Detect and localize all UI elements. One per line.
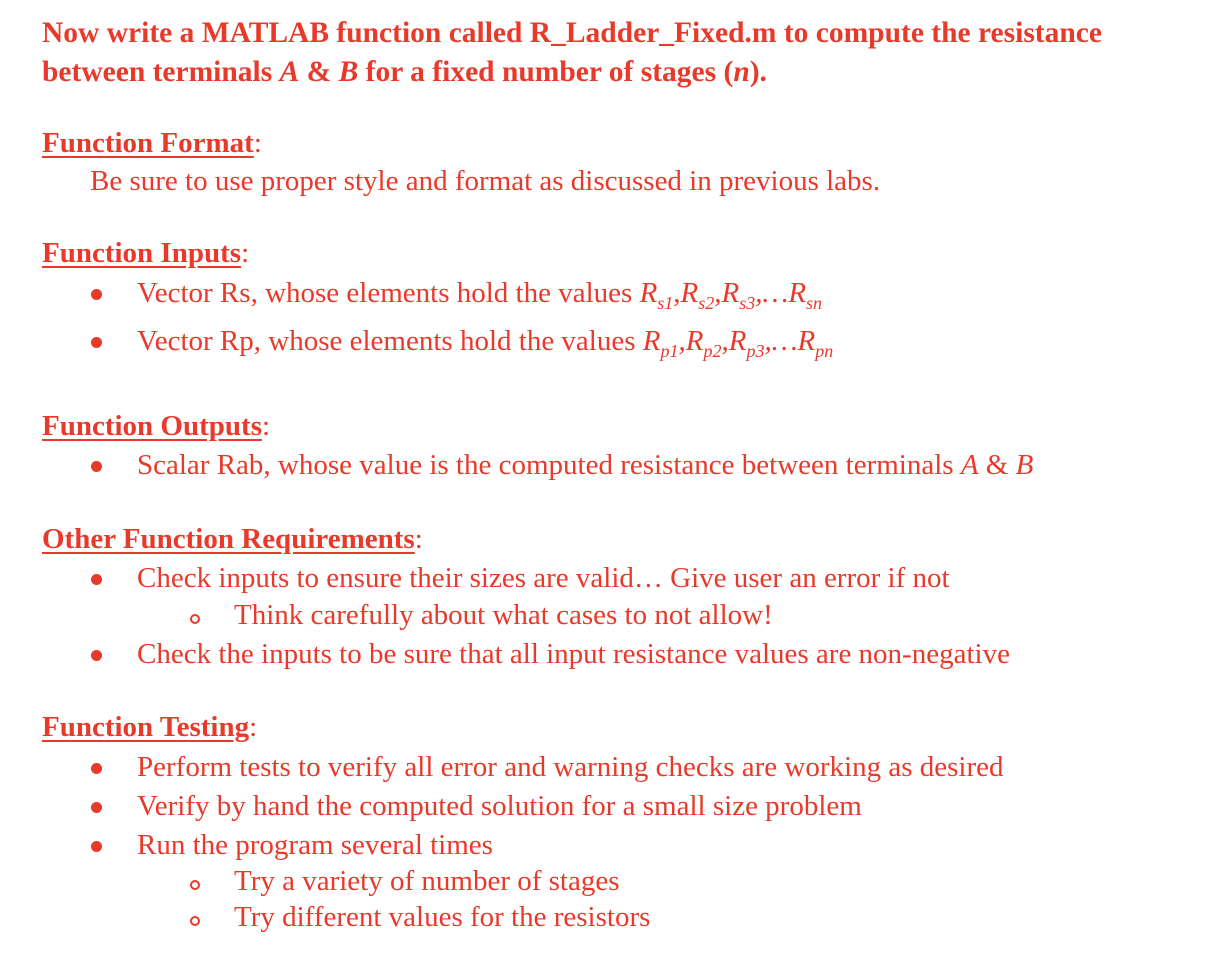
- function-requirements-heading: Other Function Requirements:: [42, 523, 423, 555]
- rp-values-formula: $R_{p1},R_{p2},R_{p3},\dots R_{pn}$: [642, 325, 834, 361]
- bullet-icon: [91, 289, 102, 300]
- sub-bullet-icon: [190, 880, 200, 890]
- title-line-1: Now write a MATLAB function called R_Ladder_Fixed.m to compute the resistance: [42, 17, 1102, 49]
- sub-bullet-icon: [190, 916, 200, 926]
- bullet-icon: [91, 841, 102, 852]
- bullet-icon: [91, 461, 102, 472]
- bullet-icon: [91, 337, 102, 348]
- bullet-icon: [91, 650, 102, 661]
- sub-bullet-icon: [190, 614, 200, 624]
- function-format-text: Be sure to use proper style and format as discussed in previous labs.: [90, 165, 881, 197]
- bullet-icon: [91, 763, 102, 774]
- rs-values-formula: $R_{s1},R_{s2},R_{s3},\dots R_{sn}$: [639, 277, 823, 313]
- function-format-heading: Function Format:: [42, 127, 262, 159]
- bullet-icon: [91, 802, 102, 813]
- function-inputs-heading: Function Inputs:: [42, 237, 250, 269]
- title-line-2: between terminals A & B for a fixed number of stages (n).: [42, 56, 767, 88]
- function-outputs-heading: Function Outputs:: [42, 410, 271, 442]
- assignment-page: Now write a MATLAB function called R_Ladder_Fixed.m to compute the resistance between terminals A & B for a fixed number of stages (n). Function Format: Be sure to use proper style and format as discussed in previous labs. Function Inputs: Vector Rs, whose elements hold the values $R_{s1},R_{s2},R_{s3},\dots R_{sn}$ Vector Rp, whose elements hold the values $R_{p1},R_{p2},R_{p3},\dots R_{pn}$ Function Outputs: Scalar Rab, whose value is the computed resistance between terminals A & B Other Function Requirements: Check inputs to ensure their sizes are valid… Give user an error if not Think carefully about what cases to not allow! Check the inputs to be sure that all input resistance values are non-negative Function Testing: Perform tests to verify all error and warning checks are working as desired Verify by hand the computed solution for a small size problem Run the program several times Try a variety of number of stages Try different values for the resistors: [0, 0, 1215, 959]
- bullet-icon: [91, 574, 102, 585]
- function-testing-heading: Function Testing:: [42, 711, 258, 743]
- assignment-title: [42, 14, 1207, 92]
